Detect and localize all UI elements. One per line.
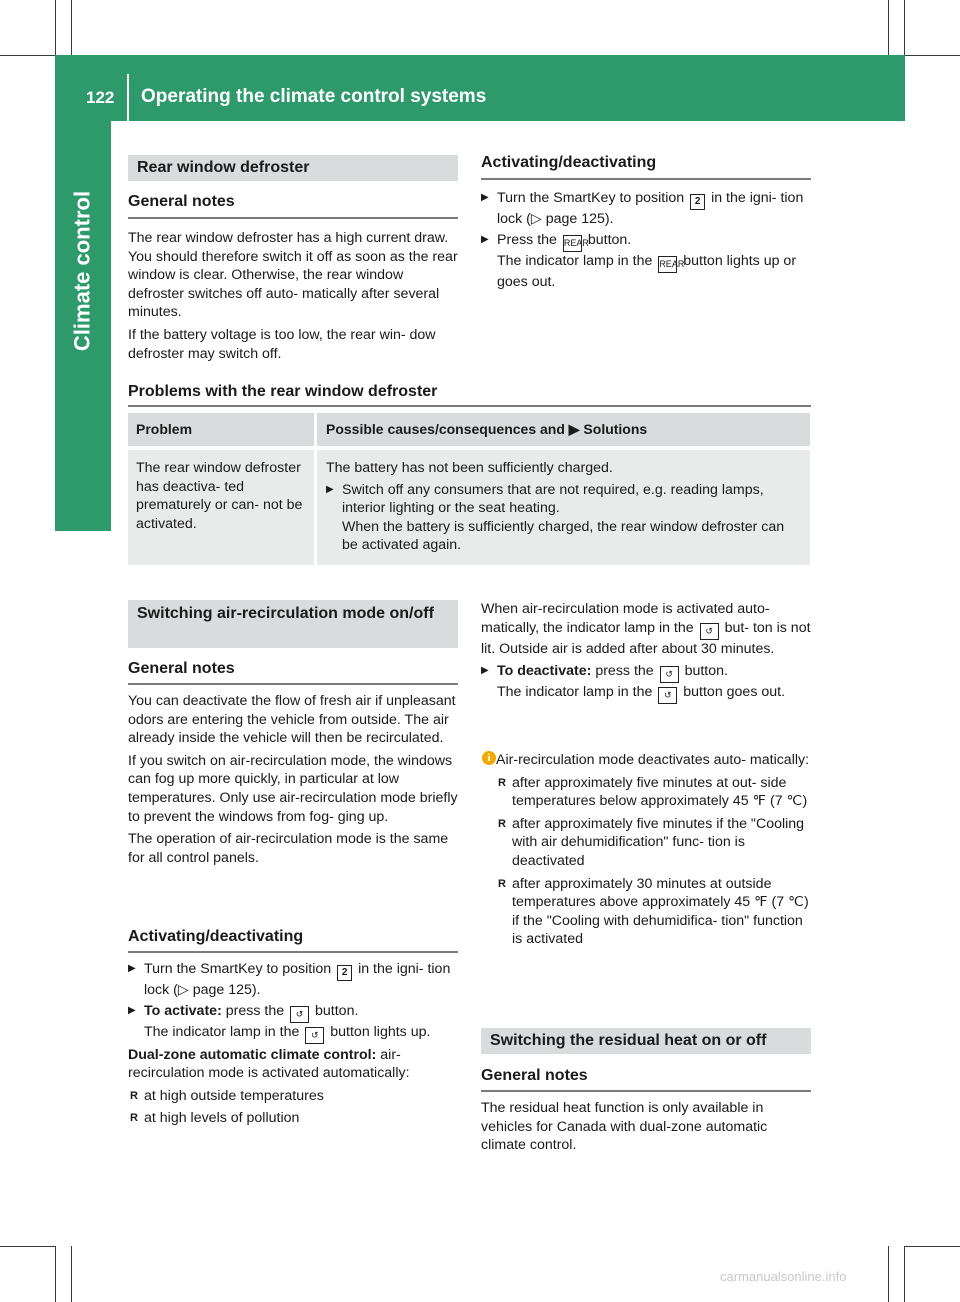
crop-mark — [904, 0, 905, 55]
section-banner-rear-defroster: Rear window defroster — [128, 155, 458, 181]
heading-general-notes: General notes — [128, 660, 235, 677]
section-banner-air-recirculation: Switching air-recirculation mode on/off — [128, 600, 458, 648]
info-text: Air-recirculation mode deactivates auto- matically: — [496, 752, 810, 768]
paragraph: The rear window defroster has a high current draw. You should therefore switch it off as soon as the rear window is clear. Otherwise, the rear window defroster switches off auto- matically after several minutes. — [128, 230, 458, 321]
section-body — [481, 600, 813, 706]
section-body — [481, 1099, 811, 1159]
solution-step: ▶ Switch off any consumers that are not required, e.g. reading lamps, interior lighting or the seat heating. When the battery is sufficiently charged, the rear window defroster can be activated again. — [326, 481, 801, 555]
heading-rule — [128, 217, 458, 219]
table-header — [128, 413, 810, 446]
heading-rule — [481, 1090, 811, 1092]
crop-mark — [71, 0, 72, 55]
car-recirculation-icon: ↺ — [658, 687, 677, 704]
steps — [128, 960, 460, 1132]
bullet-item: R at high levels of pollution — [128, 1109, 460, 1128]
info-icon: i — [482, 751, 496, 765]
paragraph: If you switch on air-recirculation mode, the windows can fog up more quickly, in particular at low temperatures. Only use air-recirculation mode briefly to prevent the windows from fog- ging up. — [128, 752, 458, 825]
paragraph: If the battery voltage is too low, the rear win- dow defroster may switch off. — [128, 326, 436, 362]
column-header-problem: Problem — [136, 421, 193, 437]
crop-mark — [55, 1246, 56, 1302]
crop-mark — [0, 55, 55, 56]
paragraph: The residual heat function is only available in vehicles for Canada with dual-zone automatic climate control. — [481, 1100, 768, 1154]
heading-rule — [128, 951, 458, 953]
rear-defroster-icon: REAR — [563, 235, 582, 252]
section-body — [128, 692, 460, 871]
bullet-item: R after approximately five minutes if the "Cooling with air dehumidification" func- tion is deactivated — [496, 815, 812, 871]
crop-mark — [888, 0, 889, 55]
heading-rule — [128, 683, 458, 685]
step: ▶ To activate: press the ↺ button. The indicator lamp in the ↺ button lights up. — [128, 1002, 460, 1044]
cause-text: The battery has not been sufficiently charged. — [326, 460, 613, 476]
step: ▶ Turn the SmartKey to position 2 in the igni- tion lock (▷ page 125). — [128, 960, 460, 1000]
crop-mark — [905, 55, 960, 56]
paragraph: When air-recirculation mode is activated auto- matically, the indicator lamp in the ↺ but- ton is not lit. Outside air is added after about 30 minutes. — [481, 601, 811, 657]
car-recirculation-icon: ↺ — [660, 666, 679, 683]
heading-rule — [128, 405, 811, 407]
heading-activating-deactivating: Activating/deactivating — [128, 928, 304, 945]
paragraph: You can deactivate the flow of fresh air if unpleasant odors are entering the vehicle from outside. The air already inside the vehicle will then be recirculated. — [128, 693, 456, 747]
crop-mark — [55, 0, 56, 55]
table-cell-problem: The rear window defroster has deactiva- ted prematurely or can- not be activated. — [136, 460, 303, 532]
step: ▶ Press the REAR button. The indicator lamp in the REAR button lights up or goes out. — [481, 231, 813, 292]
key-position-icon: 2 — [337, 965, 352, 981]
info-bullets — [482, 774, 812, 949]
crop-mark — [888, 1246, 889, 1302]
crop-mark — [0, 1246, 55, 1247]
crop-mark — [71, 1246, 72, 1302]
car-recirculation-icon: ↺ — [290, 1006, 309, 1023]
paragraph: Dual-zone automatic climate control: air- recirculation mode is activated automatically: — [128, 1046, 410, 1082]
header-separator — [127, 74, 129, 121]
heading-general-notes: General notes — [481, 1067, 588, 1084]
step: ▶ Turn the SmartKey to position 2 in the igni- tion lock (▷ page 125). — [481, 189, 813, 229]
bullet-item: R after approximately 30 minutes at outside temperatures above approximately 45 ℉ (7 ℃) if the "Cooling with dehumidifica- tion" function is activated — [496, 875, 812, 949]
crop-mark — [904, 1246, 905, 1302]
step: ▶ To deactivate: press the ↺ button. The indicator lamp in the ↺ button goes out. — [481, 662, 813, 704]
page-number: 122 — [86, 88, 115, 107]
paragraph: The operation of air-recirculation mode is the same for all control panels. — [128, 831, 449, 866]
page-title: Operating the climate control systems — [141, 86, 487, 107]
key-position-icon: 2 — [690, 194, 705, 210]
car-recirculation-icon: ↺ — [305, 1027, 324, 1044]
info-note — [482, 751, 812, 953]
watermark: carmanualsonline.info — [720, 1269, 847, 1284]
heading-rule — [481, 178, 811, 180]
section-body — [128, 229, 458, 367]
heading-problems: Problems with the rear window defroster — [128, 383, 438, 400]
car-recirculation-icon: ↺ — [700, 623, 719, 640]
chapter-label: Climate control — [69, 190, 95, 352]
problems-table — [128, 413, 810, 565]
crop-mark — [905, 1246, 960, 1247]
heading-activating-deactivating: Activating/deactivating — [481, 154, 657, 171]
heading-general-notes: General notes — [128, 193, 235, 210]
table-row — [128, 450, 810, 565]
rear-defroster-icon: REAR — [658, 256, 677, 273]
bullet-item: R after approximately five minutes at out- side temperatures below approximately 45 ℉ (7 ℃) — [496, 774, 812, 811]
column-header-causes: Possible causes/consequences and ▶ Solutions — [314, 413, 810, 446]
section-banner-residual-heat: Switching the residual heat on or off — [481, 1028, 811, 1054]
table-cell-causes — [314, 450, 810, 565]
bullet-item: R at high outside temperatures — [128, 1087, 460, 1106]
steps — [481, 189, 813, 293]
